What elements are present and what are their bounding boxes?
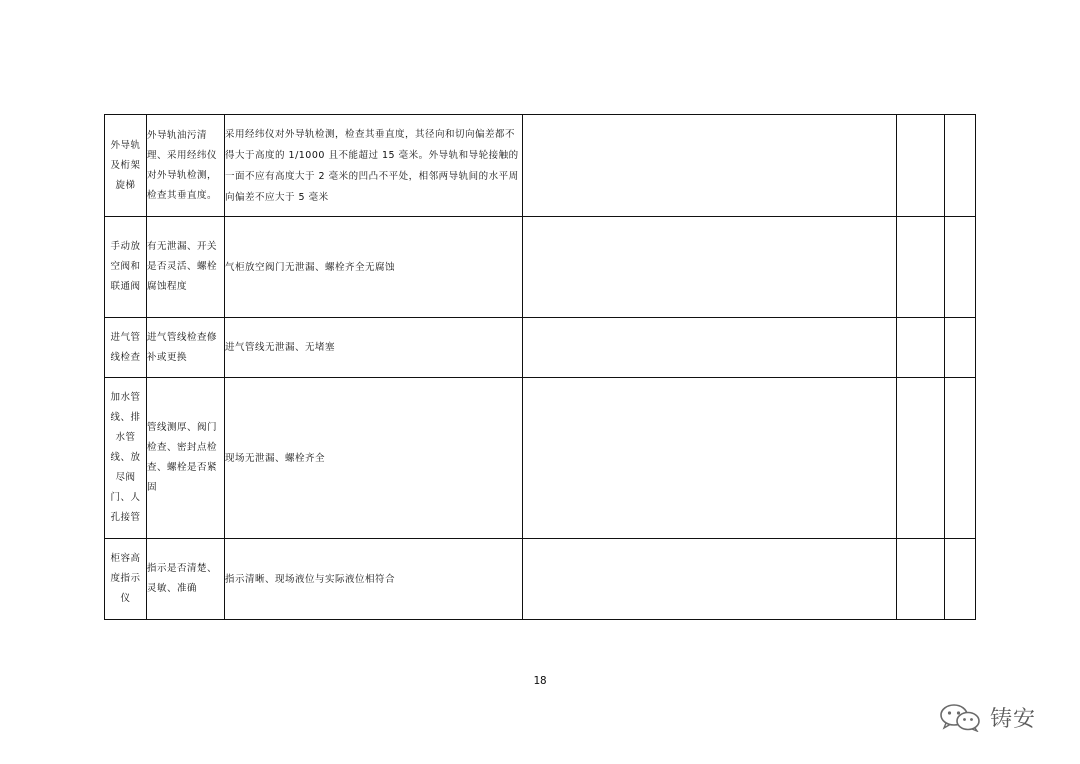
blank-cell [897, 115, 945, 217]
result-cell [523, 217, 897, 318]
blank-cell [897, 539, 945, 620]
item-cell [105, 217, 147, 318]
blank-cell [945, 318, 976, 378]
watermark-text: 铸安 [990, 706, 1037, 732]
standard-cell [225, 115, 523, 217]
standard-text: 现场无泄漏、螺栓齐全 [225, 452, 326, 464]
inspection-table [104, 114, 976, 620]
item-text: 手动放空阀和联通阀 [110, 241, 141, 292]
method-cell [147, 318, 225, 378]
table-row [105, 378, 976, 539]
standard-cell [225, 318, 523, 378]
item-cell [105, 115, 147, 217]
method-text: 进气管线检查修补或更换 [147, 331, 218, 363]
table-row [105, 115, 976, 217]
table-row [105, 539, 976, 620]
standard-cell [225, 217, 523, 318]
page-number: 18 [533, 674, 547, 687]
method-cell [147, 115, 225, 217]
method-text: 有无泄漏、开关是否灵活、螺栓腐蚀程度 [147, 241, 218, 292]
standard-cell [225, 539, 523, 620]
blank-cell [945, 115, 976, 217]
method-cell [147, 539, 225, 620]
wechat-logo-icon [936, 702, 986, 732]
blank-cell [897, 217, 945, 318]
item-text: 进气管线检查 [110, 331, 141, 363]
standard-text: 进气管线无泄漏、无堵塞 [225, 342, 336, 353]
item-text: 柜容高度指示仪 [110, 553, 141, 604]
item-text: 加水管线、排水管线、放尽阀门、人孔接管 [110, 392, 141, 523]
blank-cell [897, 318, 945, 378]
table-row [105, 217, 976, 318]
result-cell [523, 378, 897, 539]
standard-cell [225, 378, 523, 539]
result-cell [523, 115, 897, 217]
table-row [105, 318, 976, 378]
standard-text: 指示清晰、现场液位与实际液位相符合 [225, 573, 396, 585]
item-cell [105, 318, 147, 378]
result-cell [523, 318, 897, 378]
method-text: 管线测厚、阀门检查、密封点检查、螺栓是否紧固 [147, 422, 218, 493]
item-text: 外导轨及桁架旋梯 [110, 139, 141, 191]
standard-text: 气柜放空阀门无泄漏、螺栓齐全无腐蚀 [225, 261, 396, 273]
method-text: 指示是否清楚、灵敏、准确 [147, 563, 218, 594]
method-cell [147, 217, 225, 318]
blank-cell [945, 539, 976, 620]
item-cell [105, 378, 147, 539]
standard-text: 采用经纬仪对外导轨检测，检查其垂直度，其径向和切向偏差都不得大于高度的 1/1000 且不能超过 15 毫米。外导轨和导轮接触的一面不应有高度大于 2 毫米的凹凸不平处，相邻两导轨间的水平周向偏差不应大于 5 毫米 [225, 128, 519, 203]
blank-cell [945, 378, 976, 539]
blank-cell [897, 378, 945, 539]
item-cell [105, 539, 147, 620]
method-cell [147, 378, 225, 539]
result-cell [523, 539, 897, 620]
watermark [936, 700, 1036, 734]
method-text: 外导轨油污清理、采用经纬仪对外导轨检测，检查其垂直度。 [147, 129, 218, 201]
blank-cell [945, 217, 976, 318]
